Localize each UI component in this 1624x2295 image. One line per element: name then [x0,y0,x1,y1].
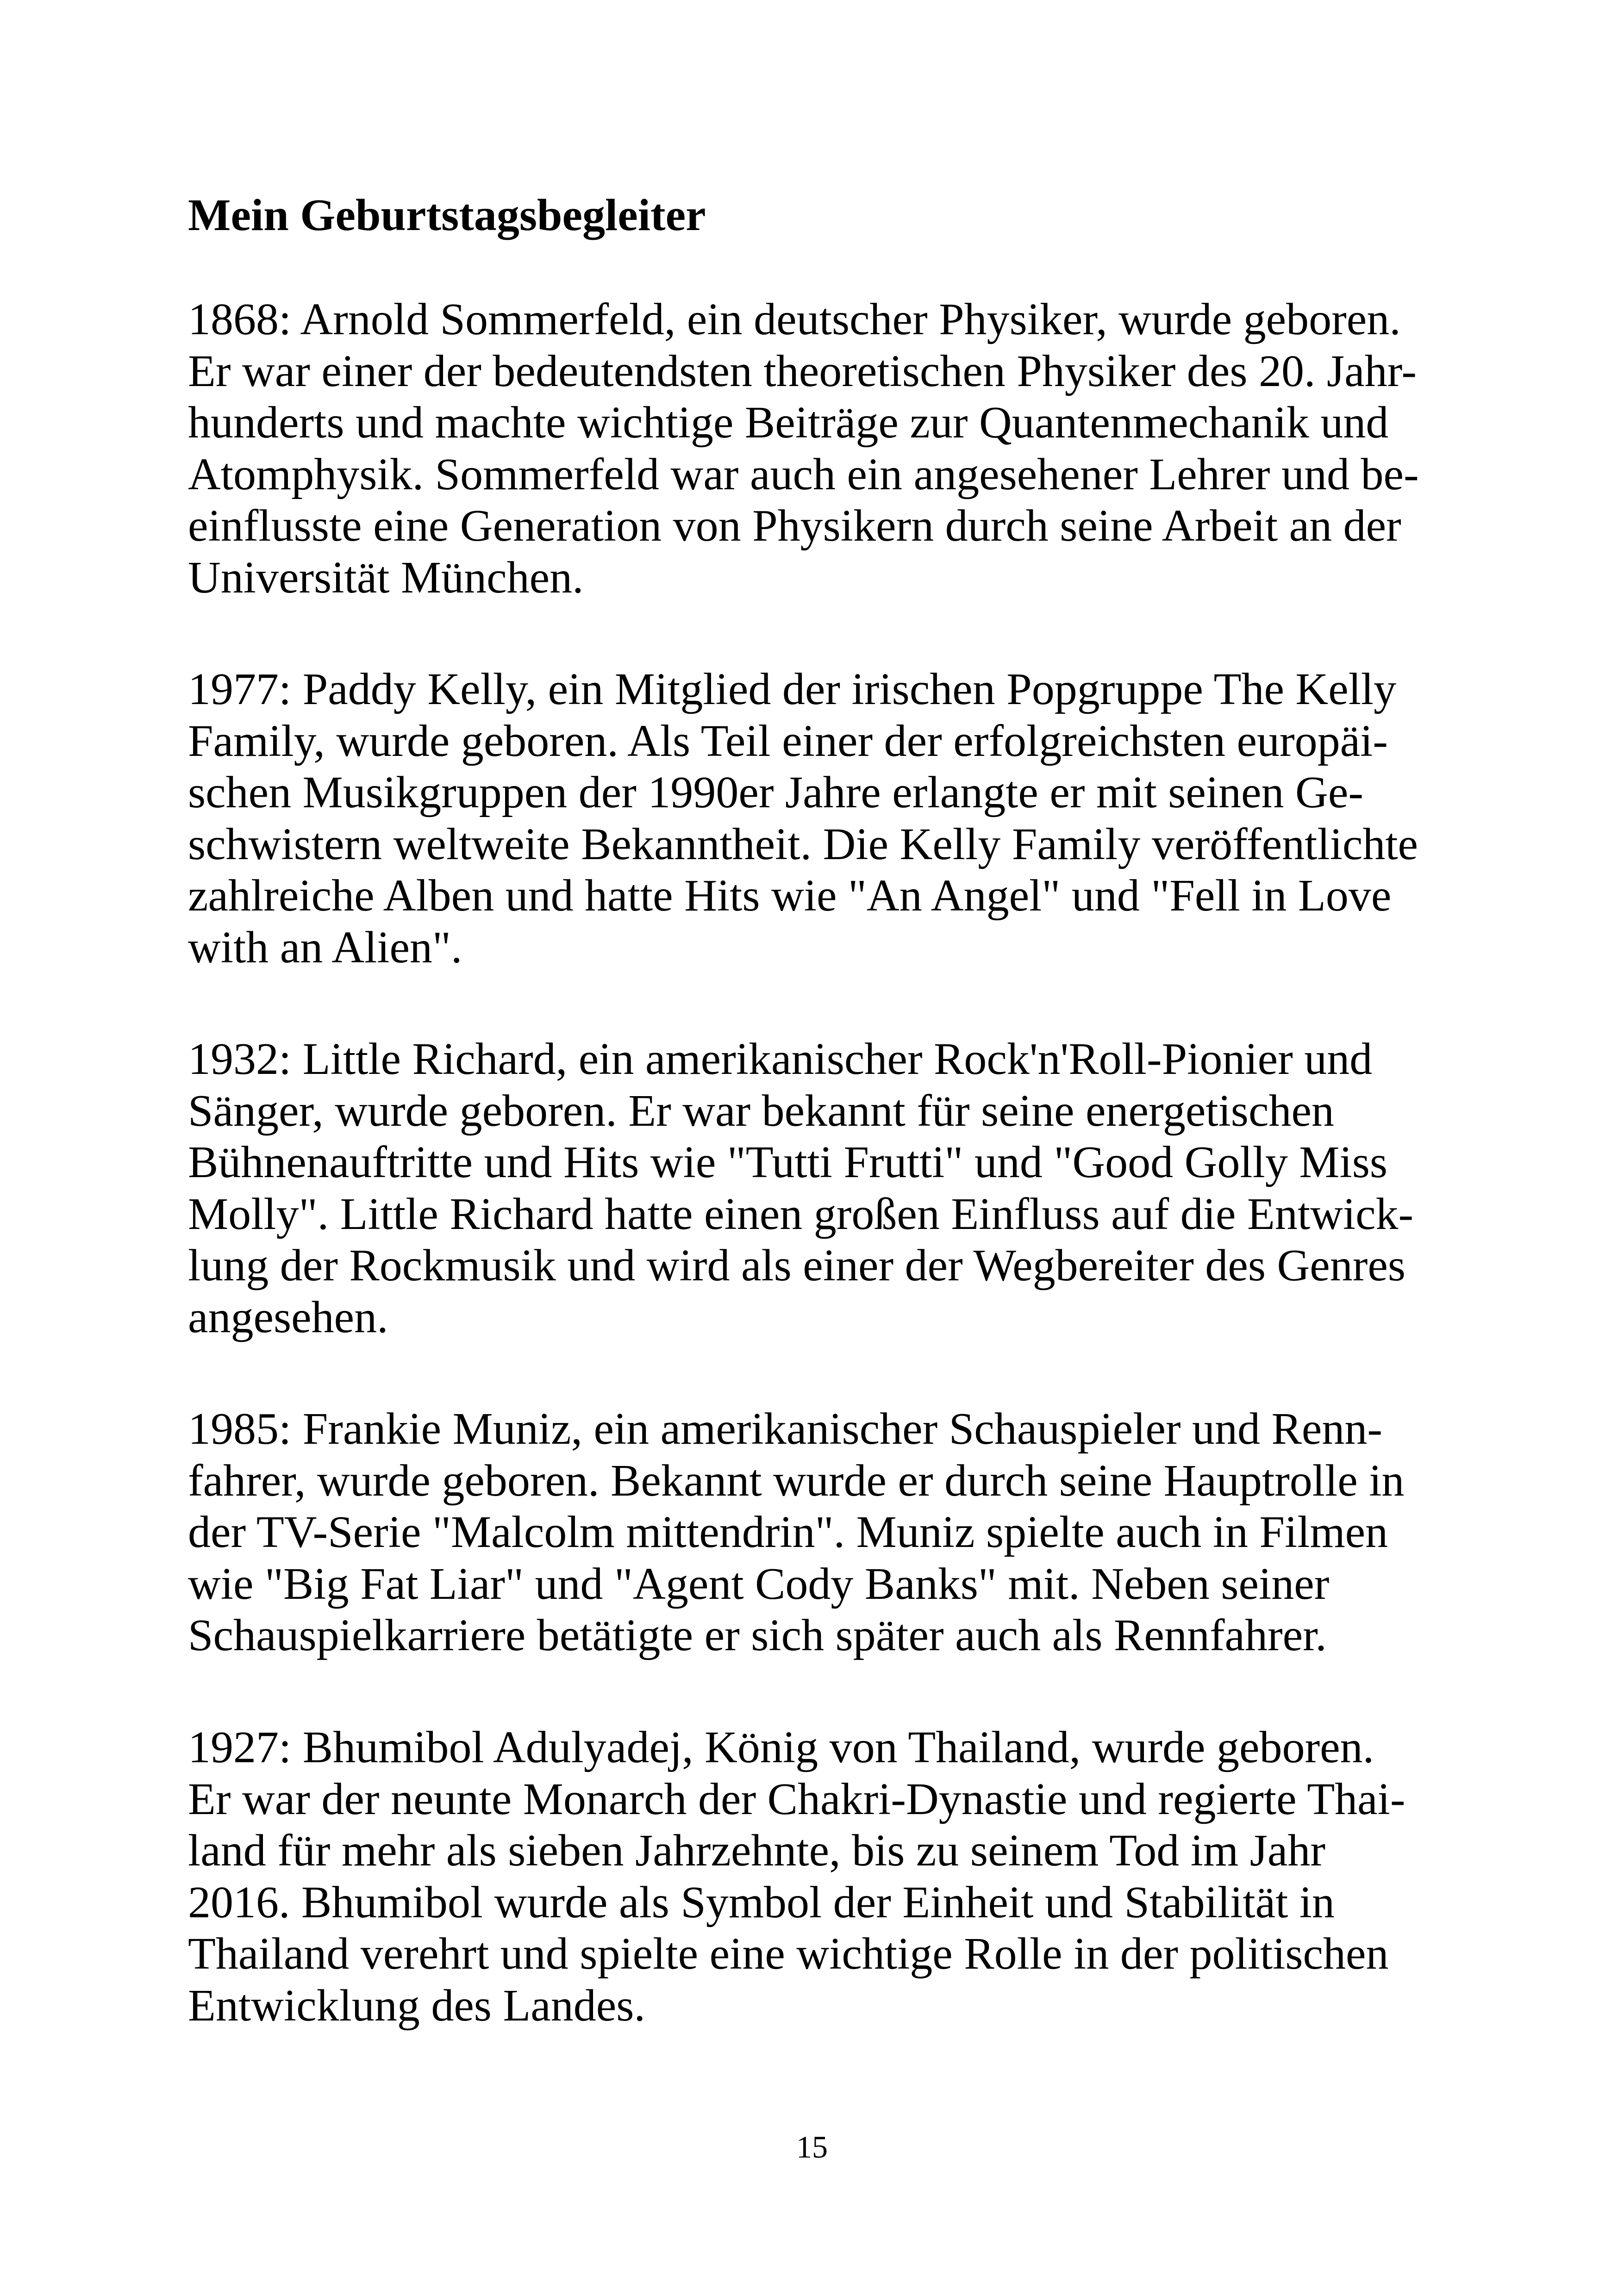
entry-frankie-muniz [188,1403,1447,1662]
entry-line: lung der Rockmusik und wird als einer der Wegbereiter des Genres [188,1241,1406,1291]
entry-bhumibol [188,1722,1447,2032]
entry-line: schen Musikgruppen der 1990er Jahre erlangte er mit seinen Ge- [188,767,1363,817]
entry-line: einflusste eine Generation von Physikern durch seine Arbeit an der [188,501,1401,551]
entry-line: Atomphysik. Sommerfeld war auch ein angesehener Lehrer und be- [188,449,1419,499]
entry-line: der TV-Serie "Malcolm mittendrin". Muniz spielte auch in Filmen [188,1507,1388,1557]
entry-line: 1985: Frankie Muniz, ein amerikanischer Schauspieler und Renn- [188,1404,1382,1454]
entry-line: Universität München. [188,552,584,603]
entry-line: Molly". Little Richard hatte einen großen Einfluss auf die Entwick- [188,1189,1414,1239]
entry-line: Thailand verehrt und spielte eine wichtige Rolle in der politischen [188,1929,1389,1979]
entry-line: with an Alien". [188,922,462,973]
entry-line: fahrer, wurde geboren. Bekannt wurde er durch seine Hauptrolle in [188,1455,1405,1506]
entry-line: Er war einer der bedeutendsten theoretischen Physiker des 20. Jahr- [188,346,1417,396]
entry-line: Family, wurde geboren. Als Teil einer der erfolgreichsten europäi- [188,716,1388,766]
entry-line: 1977: Paddy Kelly, ein Mitglied der irischen Popgruppe The Kelly [188,664,1397,714]
entry-line: schwistern weltweite Bekanntheit. Die Kelly Family veröffentlichte [188,819,1418,869]
entry-sommerfeld [188,294,1447,604]
entry-line: angesehen. [188,1292,388,1342]
entry-line: land für mehr als sieben Jahrzehnte, bis zu seinem Tod im Jahr [188,1826,1325,1876]
page-title: Mein Geburtstagsbegleiter [188,190,706,240]
entry-line: 1927: Bhumibol Adulyadej, König von Thailand, wurde geboren. [188,1722,1374,1772]
entry-paddy-kelly [188,664,1447,973]
entry-line: 1932: Little Richard, ein amerikanischer Rock'n'Roll-Pionier und [188,1034,1373,1084]
entry-line: wie "Big Fat Liar" und "Agent Cody Banks" mit. Neben seiner [188,1559,1330,1609]
entry-line: Sänger, wurde geboren. Er war bekannt für seine energetischen [188,1085,1334,1136]
entry-line: zahlreiche Alben und hatte Hits wie "An Angel" und "Fell in Love [188,871,1392,921]
entry-line: Bühnenauftritte und Hits wie "Tutti Frutti" und "Good Golly Miss [188,1137,1387,1187]
entry-line: hunderts und machte wichtige Beiträge zur Quantenmechanik und [188,398,1389,448]
entry-line: Er war der neunte Monarch der Chakri-Dynastie und regierte Thai- [188,1774,1405,1824]
entry-line: 2016. Bhumibol wurde als Symbol der Einheit und Stabilität in [188,1877,1335,1927]
entry-line: Entwicklung des Landes. [188,1980,645,2031]
page-number: 15 [796,2129,828,2164]
entry-line: 1868: Arnold Sommerfeld, ein deutscher Physiker, wurde geboren. [188,294,1401,344]
entry-little-richard [188,1034,1447,1343]
entry-line: Schauspielkarriere betätigte er sich später auch als Rennfahrer. [188,1610,1327,1660]
